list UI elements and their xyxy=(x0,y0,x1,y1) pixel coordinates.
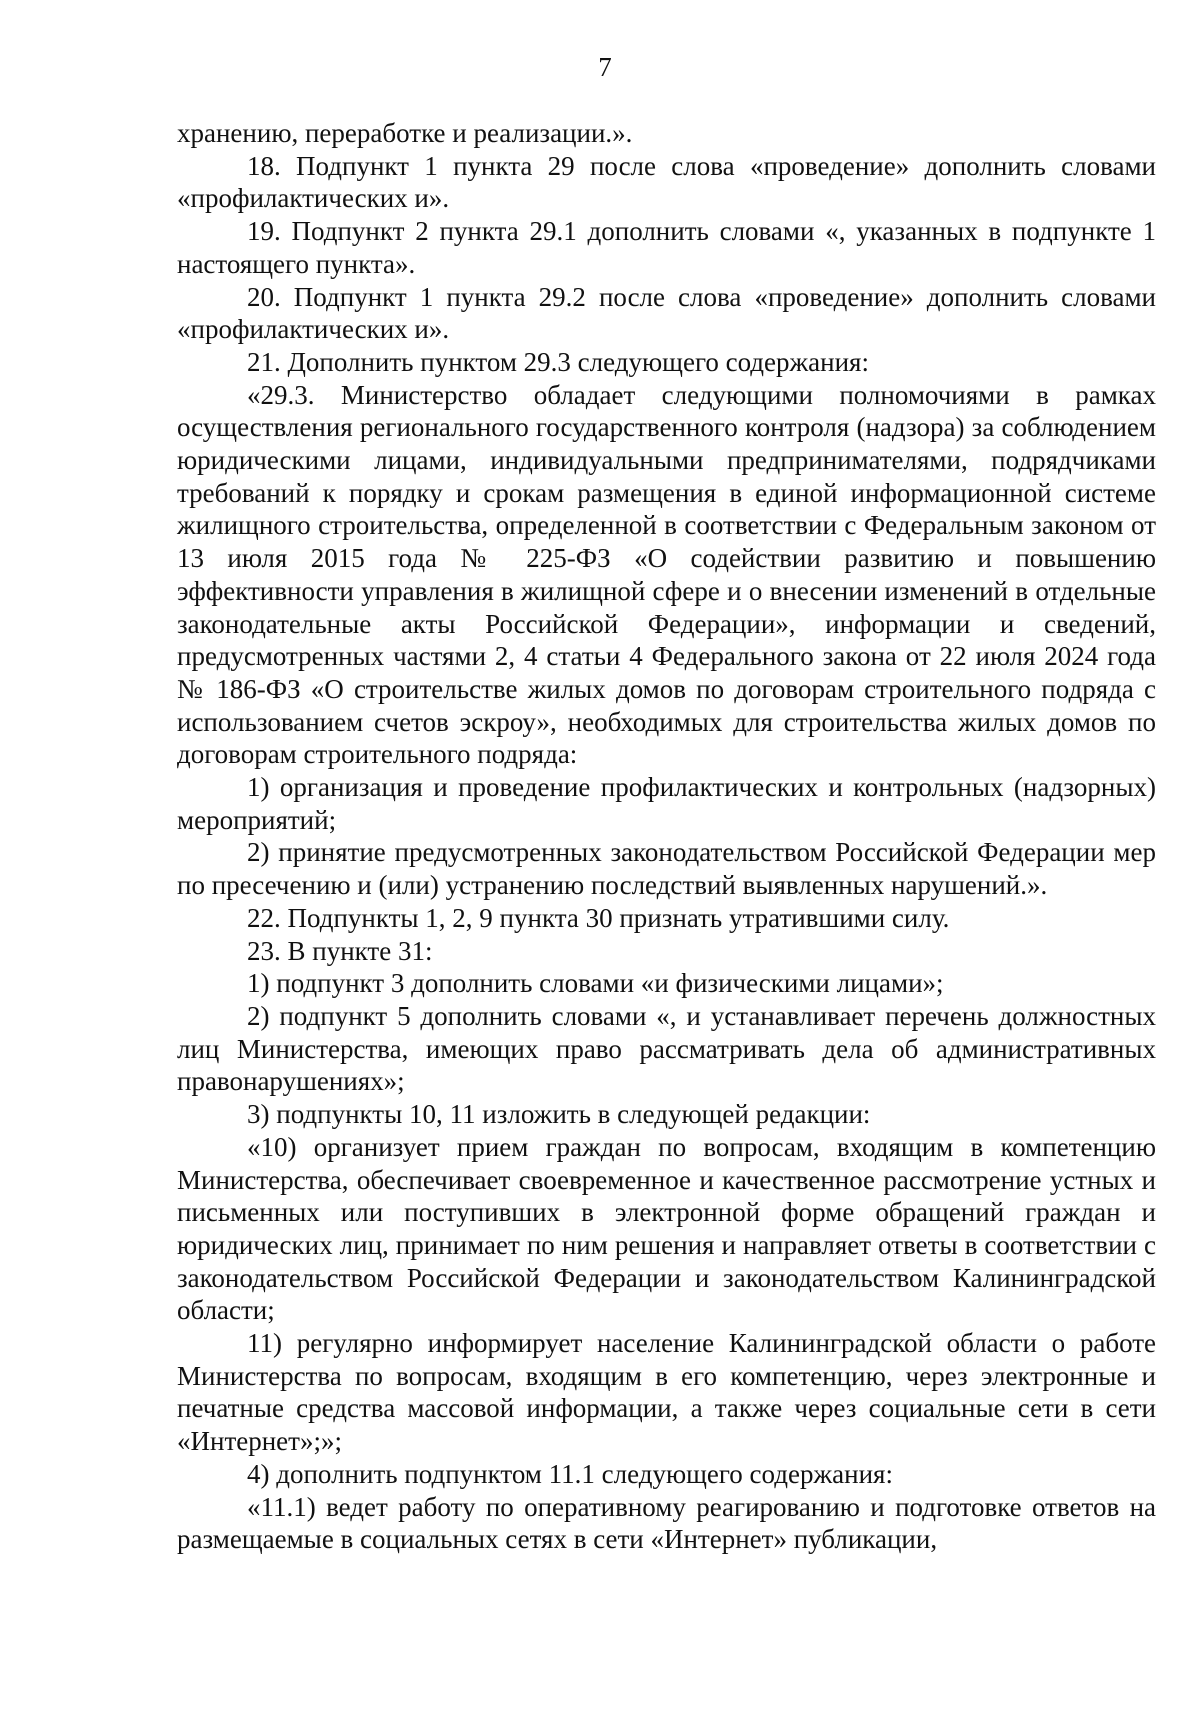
document-body xyxy=(177,117,1156,1556)
paragraph-new-item-11-1: «11.1) ведет работу по оперативному реагированию и подготовке ответов на размещаемые в социальных сетях в сети «Интернет» публикации, xyxy=(177,1491,1156,1555)
paragraph-subitem-2: 2) принятие предусмотренных законодательством Российской Федерации мер по пресечению и (или) устранению последствий выявленных нарушений.». xyxy=(177,837,1156,901)
paragraph-item-23-sub-2: 2) подпункт 5 дополнить словами «, и устанавливает перечень должностных лиц Министерства, имеющих право рассматривать дела об административных правонарушениях»; xyxy=(177,1000,1156,1097)
paragraph-new-item-10: «10) организует прием граждан по вопросам, входящим в компетенцию Министерства, обеспечивает своевременное и качественное рассмотрение устных и письменных или поступивших в электронной форме обращений граждан и юридических лиц, принимает по ним решения и направляет ответы в соответствии с законодательством Российской Федерации и законодательством Калининградской области; xyxy=(177,1131,1156,1326)
paragraph-item-23-sub-4: 4) дополнить подпунктом 11.1 следующего содержания: xyxy=(247,1458,893,1489)
paragraph-item-19: 19. Подпункт 2 пункта 29.1 дополнить словами «, указанных в подпункте 1 настоящего пункта». xyxy=(177,216,1156,279)
paragraph-item-23: 23. В пункте 31: xyxy=(247,935,433,966)
paragraph-item-18: 18. Подпункт 1 пункта 29 после слова «проведение» дополнить словами «профилактических и». xyxy=(177,150,1156,214)
paragraph-item-22: 22. Подпункты 1, 2, 9 пункта 30 признать утратившими силу. xyxy=(247,902,950,933)
paragraph-continuation: хранению, переработке и реализации.». xyxy=(177,118,633,148)
paragraph-item-29-3: «29.3. Министерство обладает следующими полномочиями в рамках осуществления регионального государственного контроля (надзора) за соблюдением юридическими лицами, индивидуальными предпринимателями, подрядчиками требований к порядку и срокам размещения в единой информационной системе жилищного строительства, определенной в соответствии с Федеральным законом от 13 июля 2015 года № 225-ФЗ «О содействии развитию и повышению эффективности управления в жилищной сфере и о внесении изменений в отдельные законодательные акты Российской Федерации», информации и сведений, предусмотренных частями 2, 4 статьи 4 Федерального закона от 22 июля 2024 года № 186-ФЗ «О строительстве жилых домов по договорам строительного подряда с использованием счетов эскроу», необходимых для строительства жилых домов по договорам строительного подряда: xyxy=(177,379,1156,770)
paragraph-item-20: 20. Подпункт 1 пункта 29.2 после слова «проведение» дополнить словами «профилактических и». xyxy=(177,281,1156,345)
page-number: 7 xyxy=(598,52,612,82)
paragraph-item-23-sub-1: 1) подпункт 3 дополнить словами «и физическими лицами»; xyxy=(247,968,944,999)
paragraph-new-item-11: 11) регулярно информирует население Калининградской области о работе Министерства по вопросам, входящим в его компетенцию, через электронные и печатные средства массовой информации, а также через социальные сети в сети «Интернет»;»; xyxy=(177,1328,1156,1457)
paragraph-subitem-1: 1) организация и проведение профилактических и контрольных (надзорных) мероприятий; xyxy=(177,772,1156,835)
paragraph-item-23-sub-3: 3) подпункты 10, 11 изложить в следующей редакции: xyxy=(247,1099,871,1130)
paragraph-item-21: 21. Дополнить пунктом 29.3 следующего содержания: xyxy=(247,346,869,377)
